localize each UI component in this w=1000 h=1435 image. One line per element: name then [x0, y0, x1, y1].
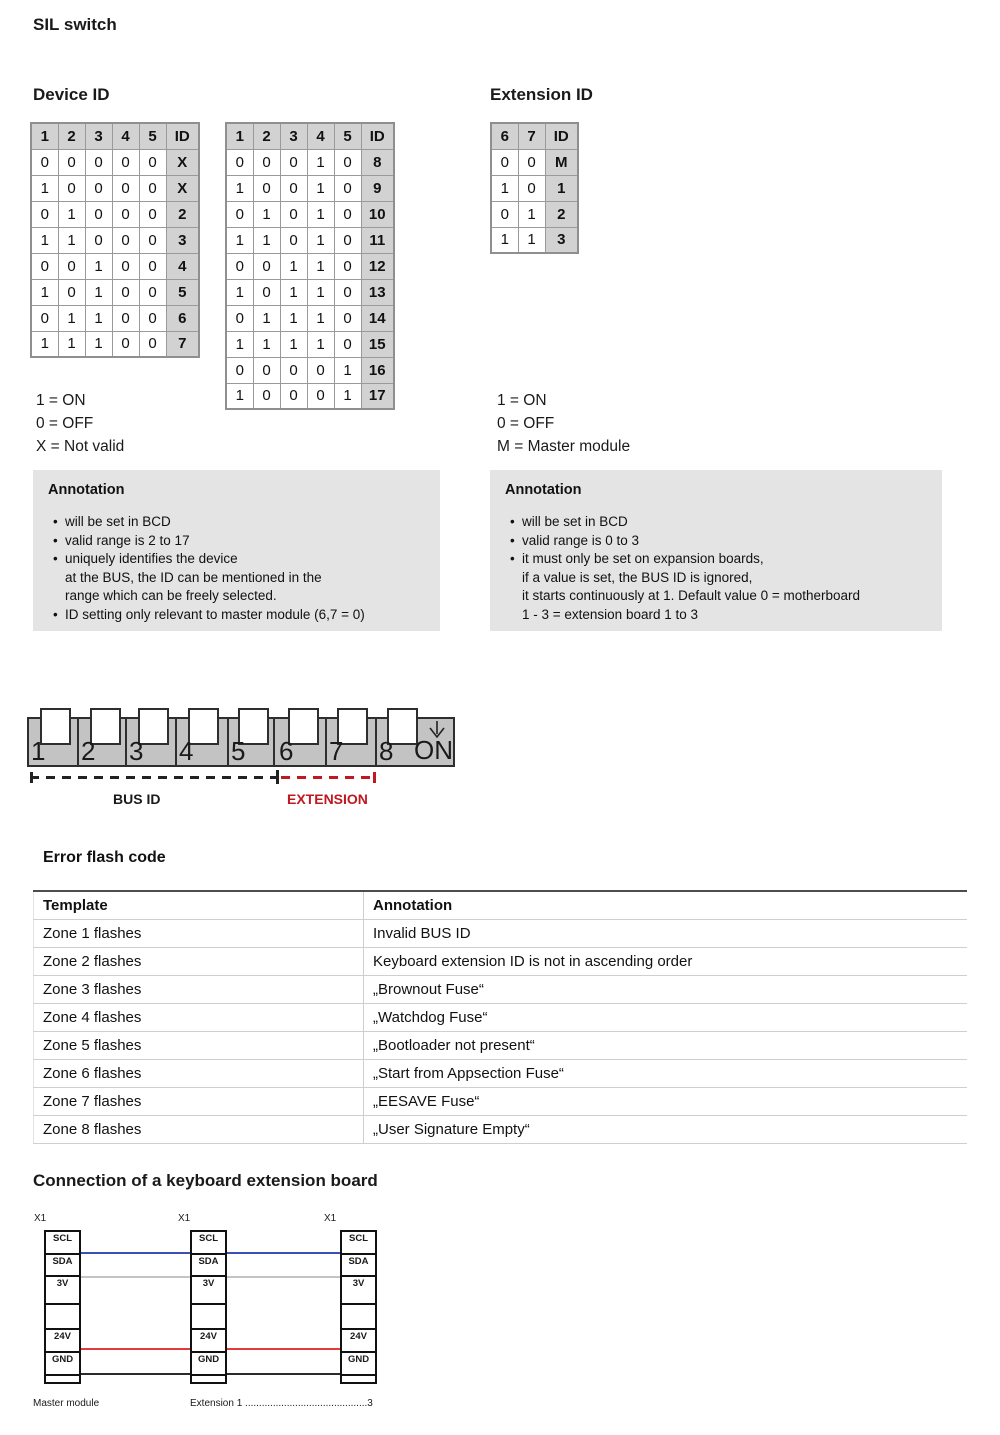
cell: 0 — [334, 331, 361, 357]
table-row — [31, 227, 199, 253]
cell: 1 — [307, 279, 334, 305]
table-row — [34, 1115, 968, 1143]
dip-number: 8 — [379, 736, 394, 766]
dip-number: 5 — [231, 736, 246, 766]
pin-cell — [44, 1374, 81, 1384]
scl-wire — [81, 1252, 190, 1254]
bullet-line: range which can be freely selected. — [33, 587, 440, 606]
cell: 0 — [112, 305, 139, 331]
cell: 16 — [361, 357, 394, 383]
cell: Zone 5 flashes — [34, 1031, 364, 1059]
cell: 1 — [58, 331, 85, 357]
cell: 0 — [280, 227, 307, 253]
table-row — [34, 1087, 968, 1115]
bullet-line: • will be set in BCD — [33, 513, 440, 532]
cell: Zone 2 flashes — [34, 947, 364, 975]
cell: 0 — [253, 279, 280, 305]
cell: 0 — [139, 201, 166, 227]
table-row — [226, 227, 394, 253]
dip-number: 4 — [179, 736, 194, 766]
bullet-line: • will be set in BCD — [490, 513, 942, 532]
table-row — [34, 975, 968, 1003]
table-row — [34, 1031, 968, 1059]
cell: 1 — [58, 201, 85, 227]
pin-cell: GND — [340, 1351, 377, 1376]
cell: 1 — [226, 383, 253, 409]
table-row — [31, 331, 199, 357]
cell: 2 — [166, 201, 199, 227]
header-row — [34, 891, 968, 919]
cell: 0 — [307, 357, 334, 383]
col-header: ID — [361, 123, 394, 149]
col-header: Annotation — [364, 891, 968, 919]
extension-measure-line — [281, 776, 375, 779]
bullet-line: • ID setting only relevant to master module (6,7 = 0) — [33, 606, 440, 625]
cell: 1 — [85, 279, 112, 305]
annotation-bullet-list — [490, 513, 942, 624]
cell: 1 — [58, 305, 85, 331]
page-title: SIL switch — [33, 15, 117, 34]
cell: Keyboard extension ID is not in ascending order — [364, 947, 968, 975]
cell: X — [166, 149, 199, 175]
bullet-marker: • — [510, 514, 515, 529]
dip-divider — [125, 719, 127, 765]
cell: 0 — [334, 227, 361, 253]
cell: Zone 4 flashes — [34, 1003, 364, 1031]
cell: 2 — [545, 201, 578, 227]
cell: 1 — [280, 253, 307, 279]
connector-block-extension-1 — [190, 1230, 227, 1384]
header-row — [491, 123, 578, 149]
table-row — [31, 175, 199, 201]
table-row — [34, 919, 968, 947]
connection-heading: Connection of a keyboard extension board — [33, 1171, 378, 1190]
table-row — [491, 201, 578, 227]
24v-wire — [227, 1348, 340, 1350]
dip-divider — [325, 719, 327, 765]
dip-number: 7 — [329, 736, 344, 766]
cell: 0 — [139, 175, 166, 201]
connector-x1-label: X1 — [178, 1213, 191, 1224]
gnd-wire — [227, 1373, 340, 1375]
cell: 17 — [361, 383, 394, 409]
cell: 0 — [280, 201, 307, 227]
connector-x1-label: X1 — [34, 1213, 47, 1224]
extension-caption: Extension 1 ............................................3 — [190, 1398, 373, 1409]
pin-cell: SCL — [44, 1230, 81, 1255]
cell: 1 — [280, 331, 307, 357]
cell: Zone 7 flashes — [34, 1087, 364, 1115]
bullet-line: • valid range is 0 to 3 — [490, 532, 942, 551]
device-id-annotation-box — [33, 470, 440, 631]
cell: „Bootloader not present“ — [364, 1031, 968, 1059]
gnd-wire — [81, 1373, 190, 1375]
table-row — [226, 331, 394, 357]
cell: 0 — [112, 331, 139, 357]
table-row — [491, 227, 578, 253]
cell: 0 — [31, 149, 58, 175]
cell: 13 — [361, 279, 394, 305]
cell: 1 — [518, 227, 545, 253]
table-row — [226, 305, 394, 331]
cell: 0 — [58, 279, 85, 305]
device-id-heading: Device ID — [33, 85, 110, 104]
annotation-title: Annotation — [505, 482, 582, 498]
bullet-marker: • — [53, 514, 58, 529]
bullet-line: • it must only be set on expansion boards, — [490, 550, 942, 569]
bullet-line: at the BUS, the ID can be mentioned in the — [33, 569, 440, 588]
bullet-marker — [33, 569, 65, 588]
cell: 1 — [31, 279, 58, 305]
connector-x1-label: X1 — [324, 1213, 337, 1224]
legend-line: 0 = OFF — [497, 415, 555, 432]
cell: 0 — [334, 305, 361, 331]
pin-cell — [340, 1303, 377, 1330]
cell: 0 — [112, 149, 139, 175]
table-row — [491, 149, 578, 175]
cell: 0 — [85, 149, 112, 175]
cell: Zone 1 flashes — [34, 919, 364, 947]
col-header: 5 — [334, 123, 361, 149]
legend-line: 1 = ON — [497, 392, 547, 409]
cell: 0 — [226, 305, 253, 331]
table-row — [491, 175, 578, 201]
cell: 0 — [112, 175, 139, 201]
cell: „Brownout Fuse“ — [364, 975, 968, 1003]
cell: 0 — [253, 383, 280, 409]
col-header: 4 — [307, 123, 334, 149]
legend-line: 0 = OFF — [36, 415, 94, 432]
cell: X — [166, 175, 199, 201]
cell: 0 — [112, 201, 139, 227]
table-row — [226, 175, 394, 201]
col-header: ID — [166, 123, 199, 149]
col-header: 3 — [280, 123, 307, 149]
pin-cell: SCL — [190, 1230, 227, 1255]
cell: 1 — [253, 227, 280, 253]
cell: 1 — [31, 175, 58, 201]
cell: 1 — [334, 383, 361, 409]
dip-switch-body — [27, 717, 455, 767]
legend-line: 1 = ON — [36, 392, 86, 409]
cell: 0 — [112, 227, 139, 253]
cell: 1 — [280, 279, 307, 305]
sda-wire — [227, 1276, 340, 1278]
cell: 3 — [166, 227, 199, 253]
cell: 1 — [307, 331, 334, 357]
table-row — [226, 149, 394, 175]
bullet-marker: • — [510, 551, 515, 566]
cell: 0 — [253, 175, 280, 201]
cell: 0 — [280, 175, 307, 201]
cell: „User Signature Empty“ — [364, 1115, 968, 1143]
header-row — [226, 123, 394, 149]
table-row — [34, 1003, 968, 1031]
pin-cell — [44, 1303, 81, 1330]
pin-cell: 24V — [44, 1328, 81, 1353]
cell: 0 — [31, 253, 58, 279]
legend-line: X = Not valid — [36, 438, 125, 455]
cell: 0 — [31, 305, 58, 331]
on-label: ON — [414, 735, 453, 765]
col-header: 2 — [253, 123, 280, 149]
cell: 14 — [361, 305, 394, 331]
cell: 0 — [518, 175, 545, 201]
pin-cell: 3V — [44, 1275, 81, 1305]
cell: 12 — [361, 253, 394, 279]
col-header: 1 — [226, 123, 253, 149]
sda-wire — [81, 1276, 190, 1278]
extension-id-heading: Extension ID — [490, 85, 593, 104]
cell: 1 — [491, 175, 518, 201]
dip-divider — [273, 719, 275, 765]
legend-line: M = Master module — [497, 438, 631, 455]
cell: Zone 8 flashes — [34, 1115, 364, 1143]
cell: 0 — [491, 149, 518, 175]
cell: 1 — [58, 227, 85, 253]
bullet-marker: • — [53, 532, 58, 548]
dip-divider — [227, 719, 229, 765]
extension-label: EXTENSION — [287, 791, 368, 807]
pin-cell: SDA — [44, 1253, 81, 1277]
cell: 1 — [85, 331, 112, 357]
cell: 1 — [280, 305, 307, 331]
cell: 1 — [253, 331, 280, 357]
cell: 0 — [226, 149, 253, 175]
header-row — [31, 123, 199, 149]
cell: 0 — [307, 383, 334, 409]
cell: 10 — [361, 201, 394, 227]
table-row — [226, 357, 394, 383]
cell: 4 — [166, 253, 199, 279]
master-module-caption: Master module — [33, 1398, 100, 1409]
cell: 0 — [280, 357, 307, 383]
cell: 0 — [226, 357, 253, 383]
cell: 5 — [166, 279, 199, 305]
cell: 0 — [280, 383, 307, 409]
cell: 0 — [139, 279, 166, 305]
device-id-legend — [36, 389, 124, 458]
24v-wire — [81, 1348, 190, 1350]
bullet-marker — [490, 587, 522, 606]
cell: 0 — [58, 149, 85, 175]
dip-number: 3 — [129, 736, 144, 766]
cell: 0 — [334, 149, 361, 175]
col-header: 6 — [491, 123, 518, 149]
cell: 0 — [334, 201, 361, 227]
cell: 0 — [85, 227, 112, 253]
pin-cell: SCL — [340, 1230, 377, 1255]
device-id-table-1 — [30, 122, 200, 358]
bullet-marker: • — [53, 551, 58, 566]
dip-number: 6 — [279, 736, 294, 766]
cell: 0 — [253, 357, 280, 383]
bullet-marker: • — [510, 532, 515, 548]
cell: 0 — [139, 149, 166, 175]
pin-cell — [190, 1303, 227, 1330]
col-header: 3 — [85, 123, 112, 149]
bullet-line: • uniquely identifies the device — [33, 550, 440, 569]
cell: 1 — [226, 227, 253, 253]
pin-cell: SDA — [190, 1253, 227, 1277]
dip-divider — [375, 719, 377, 765]
table-row — [226, 383, 394, 409]
bullet-marker — [490, 606, 522, 625]
col-header: 5 — [139, 123, 166, 149]
cell: 1 — [307, 175, 334, 201]
cell: 3 — [545, 227, 578, 253]
pin-cell: 24V — [190, 1328, 227, 1353]
table-row — [34, 947, 968, 975]
col-header: Template — [34, 891, 364, 919]
cell: 1 — [307, 149, 334, 175]
cell: 15 — [361, 331, 394, 357]
annotation-title: Annotation — [48, 482, 125, 498]
cell: 0 — [139, 331, 166, 357]
table-row — [31, 305, 199, 331]
error-flash-table — [33, 890, 967, 1144]
scl-wire — [227, 1252, 340, 1254]
col-header: ID — [545, 123, 578, 149]
cell: 0 — [58, 175, 85, 201]
cell: Zone 6 flashes — [34, 1059, 364, 1087]
table-row — [31, 149, 199, 175]
cell: 6 — [166, 305, 199, 331]
bus-id-measure-line — [30, 776, 277, 779]
cell: 1 — [334, 357, 361, 383]
cell: 1 — [226, 279, 253, 305]
cell: 1 — [85, 253, 112, 279]
dip-divider — [77, 719, 79, 765]
pin-cell: GND — [44, 1351, 81, 1376]
device-id-table-2 — [225, 122, 395, 410]
cell: 0 — [139, 253, 166, 279]
pin-cell: SDA — [340, 1253, 377, 1277]
pin-cell — [190, 1374, 227, 1384]
cell: 9 — [361, 175, 394, 201]
col-header: 1 — [31, 123, 58, 149]
cell: 1 — [518, 201, 545, 227]
bullet-line: if a value is set, the BUS ID is ignored, — [490, 569, 942, 588]
measure-tick — [30, 772, 33, 783]
cell: „EESAVE Fuse“ — [364, 1087, 968, 1115]
dip-number: 1 — [31, 736, 46, 766]
pin-cell: GND — [190, 1351, 227, 1376]
cell: 1 — [307, 201, 334, 227]
measure-tick — [276, 770, 279, 784]
cell: 1 — [85, 305, 112, 331]
cell: 0 — [226, 201, 253, 227]
cell: 1 — [253, 305, 280, 331]
cell: 0 — [491, 201, 518, 227]
cell: 1 — [253, 201, 280, 227]
extension-id-legend — [497, 389, 630, 458]
cell: 1 — [307, 253, 334, 279]
cell: 1 — [226, 331, 253, 357]
bullet-line: • valid range is 2 to 17 — [33, 532, 440, 551]
table-row — [34, 1059, 968, 1087]
connector-block-extension-3 — [340, 1230, 377, 1384]
table-row — [226, 201, 394, 227]
cell: 0 — [334, 253, 361, 279]
pin-cell: 3V — [340, 1275, 377, 1305]
cell: 0 — [253, 149, 280, 175]
annotation-bullet-list — [33, 513, 440, 624]
cell: Invalid BUS ID — [364, 919, 968, 947]
cell: 0 — [85, 201, 112, 227]
table-row — [31, 279, 199, 305]
cell: 7 — [166, 331, 199, 357]
cell: 0 — [334, 175, 361, 201]
cell: 1 — [31, 331, 58, 357]
cell: 1 — [31, 227, 58, 253]
cell: 0 — [139, 227, 166, 253]
pin-cell: 3V — [190, 1275, 227, 1305]
cell: 0 — [280, 149, 307, 175]
cell: 8 — [361, 149, 394, 175]
cell: 1 — [307, 227, 334, 253]
cell: 0 — [112, 253, 139, 279]
extension-id-annotation-box — [490, 470, 942, 631]
cell: 1 — [491, 227, 518, 253]
bullet-marker — [33, 587, 65, 606]
cell: 0 — [139, 305, 166, 331]
cell: 0 — [85, 175, 112, 201]
cell: 0 — [334, 279, 361, 305]
pin-cell — [340, 1374, 377, 1384]
cell: 0 — [112, 279, 139, 305]
cell: 0 — [253, 253, 280, 279]
connector-block-master — [44, 1230, 81, 1384]
cell: 0 — [226, 253, 253, 279]
table-row — [226, 253, 394, 279]
col-header: 4 — [112, 123, 139, 149]
col-header: 2 — [58, 123, 85, 149]
cell: „Watchdog Fuse“ — [364, 1003, 968, 1031]
col-header: 7 — [518, 123, 545, 149]
cell: 1 — [307, 305, 334, 331]
cell: 11 — [361, 227, 394, 253]
cell: 0 — [518, 149, 545, 175]
arrow-down-icon — [425, 721, 449, 741]
bullet-line: it starts continuously at 1. Default value 0 = motherboard — [490, 587, 942, 606]
cell: 1 — [226, 175, 253, 201]
bullet-marker — [490, 569, 522, 588]
cell: M — [545, 149, 578, 175]
cell: „Start from Appsection Fuse“ — [364, 1059, 968, 1087]
bullet-marker: • — [53, 606, 58, 622]
measure-tick — [373, 772, 376, 783]
dip-number: 2 — [81, 736, 96, 766]
pin-cell: 24V — [340, 1328, 377, 1353]
bus-id-label: BUS ID — [113, 791, 161, 807]
cell: 0 — [31, 201, 58, 227]
cell: Zone 3 flashes — [34, 975, 364, 1003]
table-row — [31, 253, 199, 279]
extension-id-table — [490, 122, 579, 254]
dip-divider — [175, 719, 177, 765]
table-row — [226, 279, 394, 305]
table-row — [31, 201, 199, 227]
cell: 0 — [58, 253, 85, 279]
error-flash-heading: Error flash code — [43, 849, 166, 866]
cell: 1 — [545, 175, 578, 201]
bullet-line: 1 - 3 = extension board 1 to 3 — [490, 606, 942, 625]
